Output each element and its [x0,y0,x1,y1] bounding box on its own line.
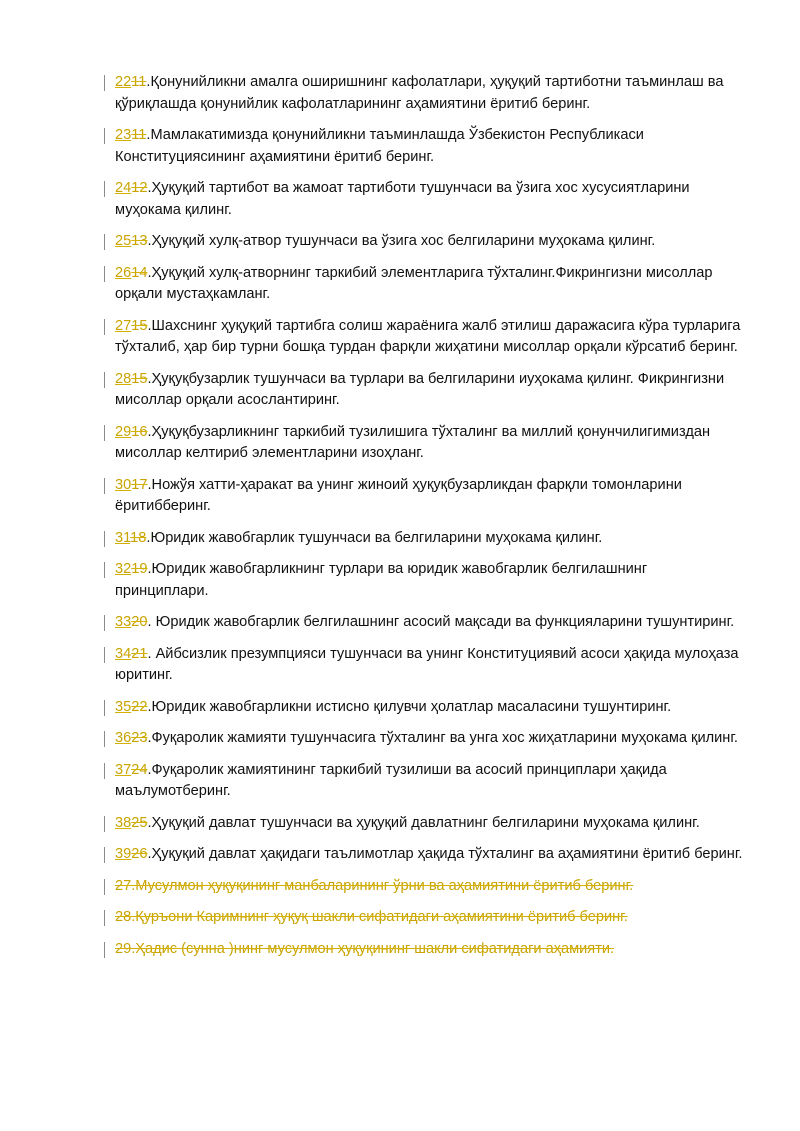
deleted-number: 18 [130,529,147,546]
inserted-number: 28 [115,370,132,387]
change-bar [104,531,105,547]
question-item [0,528,800,550]
change-bar [104,647,105,663]
inserted-number: 37 [115,761,132,778]
change-bar [104,942,105,958]
inserted-number: 27 [115,317,132,334]
inserted-number: 39 [115,846,132,862]
question-text: . Юридик жавобгарлик белгилашнинг асосий мақсади ва функцияларини тушунтиринг. [147,614,735,630]
deleted-number: 15 [131,317,148,334]
question-text: .Юридик жавобгарликнинг турлари ва юридик жавобгарлик белгилашнинг принциплари. [115,561,648,599]
question-item [0,612,800,634]
question-item [0,369,800,412]
deleted-number: 17 [131,476,148,493]
question-text: .Юридик жавобгарликни истисно қилувчи ҳолатлар масаласини тушунтиринг. [147,698,672,715]
change-bar [104,75,105,91]
deleted-number: 14 [131,264,148,281]
question-item [0,697,800,719]
deleted-number: 11 [131,74,147,90]
change-bar [104,372,105,388]
deleted-question-text: 28.Қуръони Каримнинг ҳуқуқ шакли сифатидаги аҳамиятини ёритиб беринг. [115,909,628,925]
change-bar [104,847,105,863]
deleted-number: 23 [131,730,148,746]
question-item [0,475,800,518]
question-text: .Фуқаролик жамиятининг таркибий тузилиши ва асосий принциплари ҳақида маълумотберинг. [115,761,667,799]
question-text: .Ҳуқуқий давлат ҳақидаги таълимотлар ҳақида тўхталинг ва аҳамиятини ёритиб беринг. [147,846,743,862]
question-item [0,263,800,306]
inserted-number: 29 [115,423,132,440]
change-bar [104,478,105,494]
question-text: .Ҳуқуқий давлат тушунчаси ва ҳуқуқий давлатнинг белгиларини муҳокама қилинг. [147,814,700,831]
inserted-number: 32 [115,561,132,577]
change-bar [104,816,105,832]
question-text: .Ҳуқуқбузарликнинг таркибий тузилишига тўхталинг ва миллий қонунчилигимиздан мисоллар келтириб элементларини изоҳланг. [115,423,711,461]
deleted-number: 21 [131,645,148,662]
question-text: .Қонунийликни амалга оширишнинг кафолатлари, ҳуқуқий тартиботни таъминлаш ва қўриқлашда қонунийлик кафолатларининг аҳамиятини ёритиб беринг. [115,74,724,112]
question-text: .Мамлакатимизда қонунийликни таъминлашда Ўзбекистон Республикаси Конституциясининг аҳамиятини ёритиб беринг. [115,127,644,165]
deleted-question-item [0,876,800,898]
question-text: .Ҳуқуқий хулқ-атворнинг таркибий элементларига тўхталинг.Фикрингизни мисоллар орқали мустаҳкамланг. [115,264,713,302]
deleted-question-item [0,907,800,929]
deleted-number: 15 [131,370,148,387]
question-text: .Шахснинг ҳуқуқий тартибга солиш жараёнига жалб этилиш даражасига кўра турларига тўхталиб, ҳар бир турни бошқа турдан фарқли жиҳатини мисоллар орқали кўрсатиб беринг. [115,317,741,355]
deleted-question-item [0,939,800,961]
inserted-number: 23 [115,127,132,143]
question-item [0,760,800,803]
inserted-number: 33 [115,614,132,630]
question-text: .Ҳуқуқий хулқ-атвор тушунчаси ва ўзига хос белгиларини муҳокама қилинг. [147,233,656,249]
question-item [0,422,800,465]
deleted-question-text: 29.Ҳадис (сунна )нинг мусулмон ҳуқуқининг шакли сифатидаги аҳамияти. [115,940,615,957]
deleted-number: 12 [131,180,148,196]
inserted-number: 31 [115,529,131,546]
deleted-number: 11 [131,127,147,143]
inserted-number: 34 [115,645,132,662]
deleted-number: 24 [131,761,148,778]
change-bar [104,128,105,144]
question-text: .Ножўя хатти-ҳаракат ва унинг жиноий ҳуқуқбузарликдан фарқли томонларини ёритибберинг. [115,476,682,514]
question-text: .Ҳуқуқий тартибот ва жамоат тартиботи тушунчаси ва ўзига хос хусусиятларини муҳокама қилинг. [115,180,690,218]
question-item [0,231,800,253]
document-body [0,72,800,970]
inserted-number: 24 [115,180,132,196]
change-bar [104,234,105,250]
inserted-number: 35 [115,698,132,715]
inserted-number: 26 [115,264,132,281]
change-bar [104,319,105,335]
question-text: .Фуқаролик жамияти тушунчасига тўхталинг ва унга хос жиҳатларини муҳокама қилинг. [147,730,738,746]
question-item [0,125,800,168]
change-bar [104,700,105,716]
inserted-number: 22 [115,74,132,90]
change-bar [104,879,105,895]
change-bar [104,615,105,631]
inserted-number: 30 [115,476,132,493]
change-bar [104,763,105,779]
deleted-number: 26 [131,846,148,862]
inserted-number: 25 [115,233,132,249]
deleted-number: 16 [131,423,148,440]
change-bar [104,910,105,926]
question-item [0,178,800,221]
deleted-number: 25 [131,814,148,831]
change-bar [104,731,105,747]
question-text: .Ҳуқуқбузарлик тушунчаси ва турлари ва белгиларини иуҳокама қилинг. Фикрингизни мисоллар орқали асослантиринг. [115,370,725,408]
deleted-number: 22 [131,698,148,715]
inserted-number: 38 [115,814,132,831]
question-item [0,728,800,750]
question-item [0,644,800,687]
change-bar [104,181,105,197]
question-text: . Айбсизлик презумпцияси тушунчаси ва унинг Конституциявий асоси ҳақида мулоҳаза юритинг. [115,645,739,683]
question-item [0,559,800,602]
deleted-question-text: 27.Мусулмон ҳуқуқининг манбаларининг ўрни ва аҳамиятини ёритиб беринг. [115,877,634,894]
question-text: .Юридик жавобгарлик тушунчаси ва белгиларини муҳокама қилинг. [146,529,603,546]
question-item [0,72,800,115]
change-bar [104,562,105,578]
change-bar [104,425,105,441]
deleted-number: 13 [131,233,148,249]
deleted-number: 19 [131,561,148,577]
change-bar [104,266,105,282]
question-item [0,844,800,866]
question-item [0,316,800,359]
inserted-number: 36 [115,730,132,746]
question-item [0,813,800,835]
deleted-number: 20 [131,614,148,630]
